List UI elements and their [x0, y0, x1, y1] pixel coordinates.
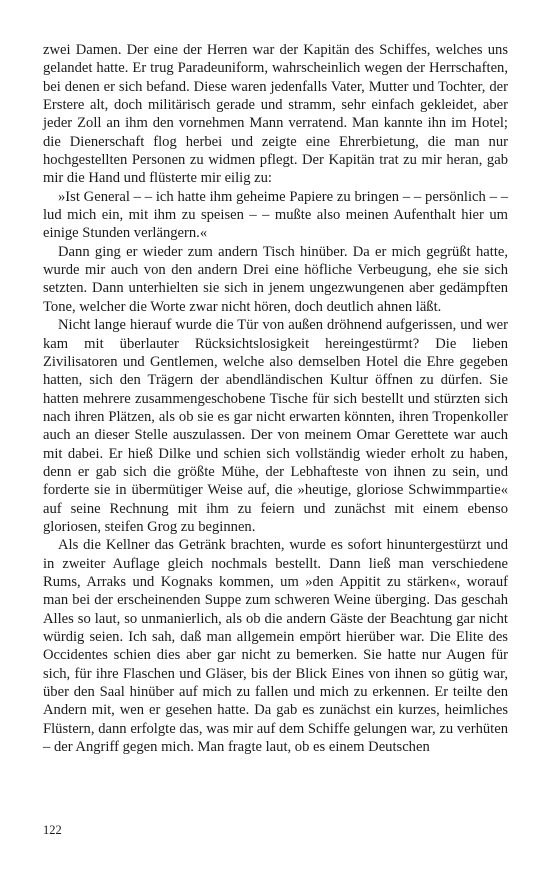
paragraph-5: Als die Kellner das Getränk brachten, wurde es sofort hinuntergestürzt und in zweiter Auflage gleich nochmals bestellt. Dann ließ man verschiedene Rums, Arraks und Kognaks kommen, um »den Appitit zu stärken«, worauf man bei der erscheinenden Suppe zum schweren Weine überging. Das geschah Alles so laut, so unmanierlich, als ob die andern Gäste der Beachtung gar nicht würdig seien. Ich sah, daß man allgemein empört hierüber war. Die Elite des Occidentes schien dies aber gar nicht zu bemerken. Sie hatte nur Augen für sich, für ihre Flaschen und Gläser, bis der Blick Eines von ihnen so gütig war, über den Saal hinüber auf mich zu fallen und mich zu erkennen. Er teilte den Andern mit, wen er gesehen hatte. Da gab es zunächst ein kurzes, heimliches Flüstern, dann erfolgte das, was mir auf dem Schiffe gelungen war, zu verhüten – der Angriff gegen mich. Man fragte laut, ob es einem Deutschen [43, 537, 508, 756]
paragraph-3: Dann ging er wieder zum andern Tisch hinüber. Da er mich gegrüßt hatte, wurde mir auch von den andern Drei eine höfliche Verbeugung, ehe sie sich setzten. Dann unterhielten sie sich in jenem ungezwungenen aber gedämpften Tone, welcher die Worte zwar nicht hören, doch deutlich ahnen läßt. [43, 243, 508, 315]
paragraph-2: »Ist General – – ich hatte ihm geheime Papiere zu bringen – – persönlich – – lud mich ein, mit ihm zu speisen – – mußte also meinen Aufenthalt hier um einige Stunden verlängern.« [43, 188, 508, 242]
page-number: 122 [43, 823, 62, 837]
paragraph-4: Nicht lange hierauf wurde die Tür von außen dröhnend aufgerissen, und wer kam mit überlauter Rücksichtslosigkeit hereingestürmt? Die lieben Zivilisatoren und Gentlemen, welche also demselben Hotel die Ehre gegeben hatten, sich den Trägern der abendländischen Kultur öffnen zu dürfen. Sie hatten mehrere zusammengeschobene Tische für sich bestellt und stürzten sich nach ihren Plätzen, als ob sie es gar nicht erwarten könnten, ihren Tropenkoller auch an dieser Stelle auszulassen. Der von meinem Omar Gerettete war auch mit dabei. Er hieß Dilke und schien sich vollständig wieder erholt zu haben, denn er gab sich die größte Mühe, der Lebhafteste von ihnen zu sein, und forderte sie in übermütiger Weise auf, die »heutige, gloriose Schwimmpartie« auf seine Rechnung mit ihm zu feiern und zunächst mit einem ebenso gloriosen, steifen Grog zu beginnen. [43, 317, 508, 535]
body-text [43, 41, 508, 756]
paragraph-1: zwei Damen. Der eine der Herren war der Kapitän des Schiffes, welches uns gelandet hatte. Er trug Paradeuniform, wahrscheinlich wegen der Herrschaften, bei denen er sich befand. Diese waren jedenfalls Vater, Mutter und Tochter, der Erstere alt, doch militärisch gerade und stramm, sehr einfach gekleidet, aber jeder Zoll an ihm den vornehmen Mann verratend. Man kannte ihn im Hotel; die Dienerschaft flog herbei und zeigte eine Ehrerbietung, die man nur hochgestellten Personen zu widmen pflegt. Der Kapitän trat zu mir heran, gab mir die Hand und flüsterte mir eilig zu: [43, 42, 508, 187]
